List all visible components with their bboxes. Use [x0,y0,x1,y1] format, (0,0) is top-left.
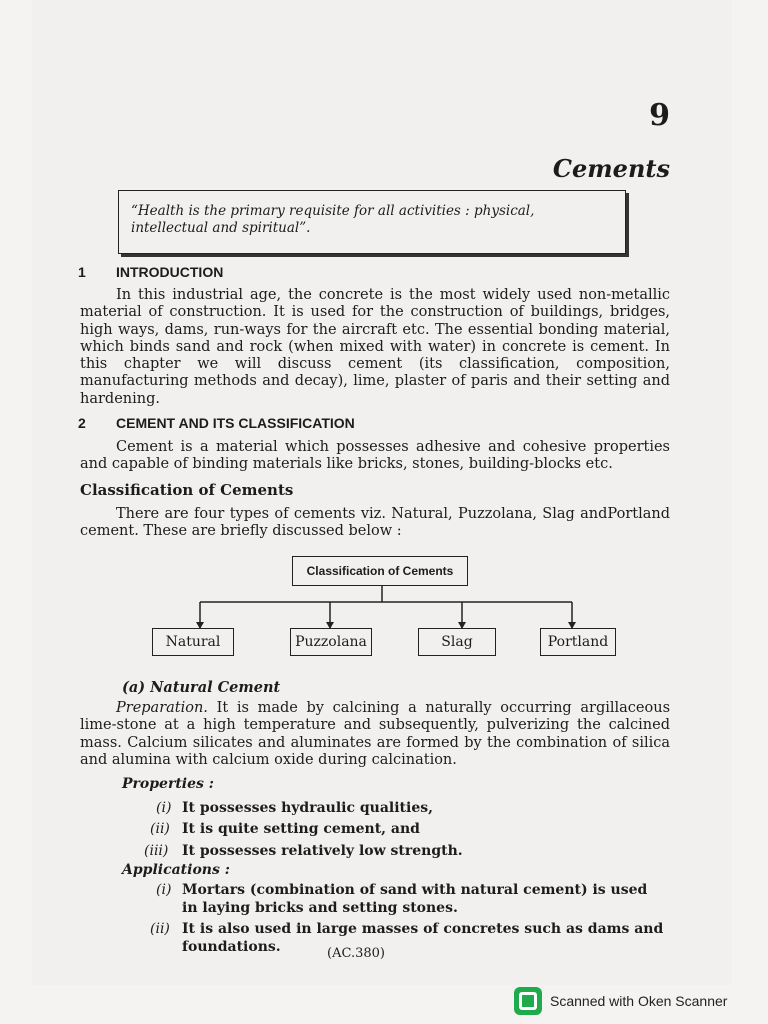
section-2-heading [78,415,355,431]
diagram-root-box: Classification of Cements [292,556,468,586]
classification-text: There are four types of cements viz. Natural, Puzzolana, Slag andPortland cement. These are briefly discussed below : [80,506,670,540]
scanner-logo-icon [514,987,542,1015]
property-item [144,843,463,861]
preparation-text: It is made by calcining a naturally occurring argillaceous lime-stone at a high temperature and subsequently, pulverizing the calcined mass. Calcium silicates and aluminates are formed by the combination of silica and alumina with calcium oxide during calcination. [80,700,671,768]
section-2-number: 2 [78,415,86,431]
diagram-box-puzzolana: Puzzolana [290,628,372,656]
application-roman: (ii) [150,921,170,937]
property-text: It is quite setting cement, and [182,821,420,837]
epigraph-box [118,190,626,254]
application-text: It is also used in large masses of concretes such as dams and foundations. [182,921,664,955]
application-item [150,921,670,956]
preparation-label: Preparation. [116,700,208,716]
applications-label: Applications : [122,862,230,878]
property-item [150,821,420,839]
classification-body [80,506,670,541]
properties-label: Properties : [122,776,214,792]
page-footer-code: (AC.380) [327,946,385,961]
property-text: It possesses hydraulic qualities, [182,800,434,816]
chapter-title: Cements [552,154,670,183]
property-roman: (i) [156,800,172,816]
section-2-title: CEMENT AND ITS CLASSIFICATION [116,415,355,431]
property-roman: (iii) [144,843,169,859]
property-item [156,800,433,818]
section-1-title: INTRODUCTION [116,264,224,280]
diagram-box-natural: Natural [152,628,234,656]
section-1-heading [78,264,223,280]
section-2-text: Cement is a material which possesses adhesive and cohesive properties and capable of binding materials like bricks, stones, building-blocks etc. [80,439,670,473]
section-1-body [80,287,670,408]
preparation-paragraph [80,700,670,769]
book-page [32,0,732,985]
classification-heading: Classification of Cements [80,481,294,499]
section-2-body [80,439,670,474]
application-roman: (i) [156,882,172,898]
diagram-box-portland: Portland [540,628,616,656]
property-roman: (ii) [150,821,170,837]
scanner-watermark-text: Scanned with Oken Scanner [550,993,728,1009]
chapter-number: 9 [649,98,670,133]
section-1-text: In this industrial age, the concrete is the most widely used non-metallic material of construction. It is used for the construction of buildings, bridges, high ways, dams, run-ways for the aircraft etc. The essential bonding material, which binds sand and rock (when mixed with water) in concrete is cement. In this chapter we will discuss cement (its classification, composition, manufacturing methods and decay), lime, plaster of paris and their setting and hardening. [80,287,670,407]
scanner-watermark [514,986,727,1016]
diagram-box-slag: Slag [418,628,496,656]
natural-cement-heading: (a) Natural Cement [122,679,281,696]
application-text: Mortars (combination of sand with natural cement) is used in laying bricks and setting stones. [182,882,648,916]
property-text: It possesses relatively low strength. [182,843,463,859]
application-item [156,882,656,917]
epigraph-text: “Health is the primary requisite for all activities : physical, intellectual and spiritual”. [131,203,535,236]
section-1-number: 1 [78,264,86,280]
classification-diagram [152,552,632,662]
